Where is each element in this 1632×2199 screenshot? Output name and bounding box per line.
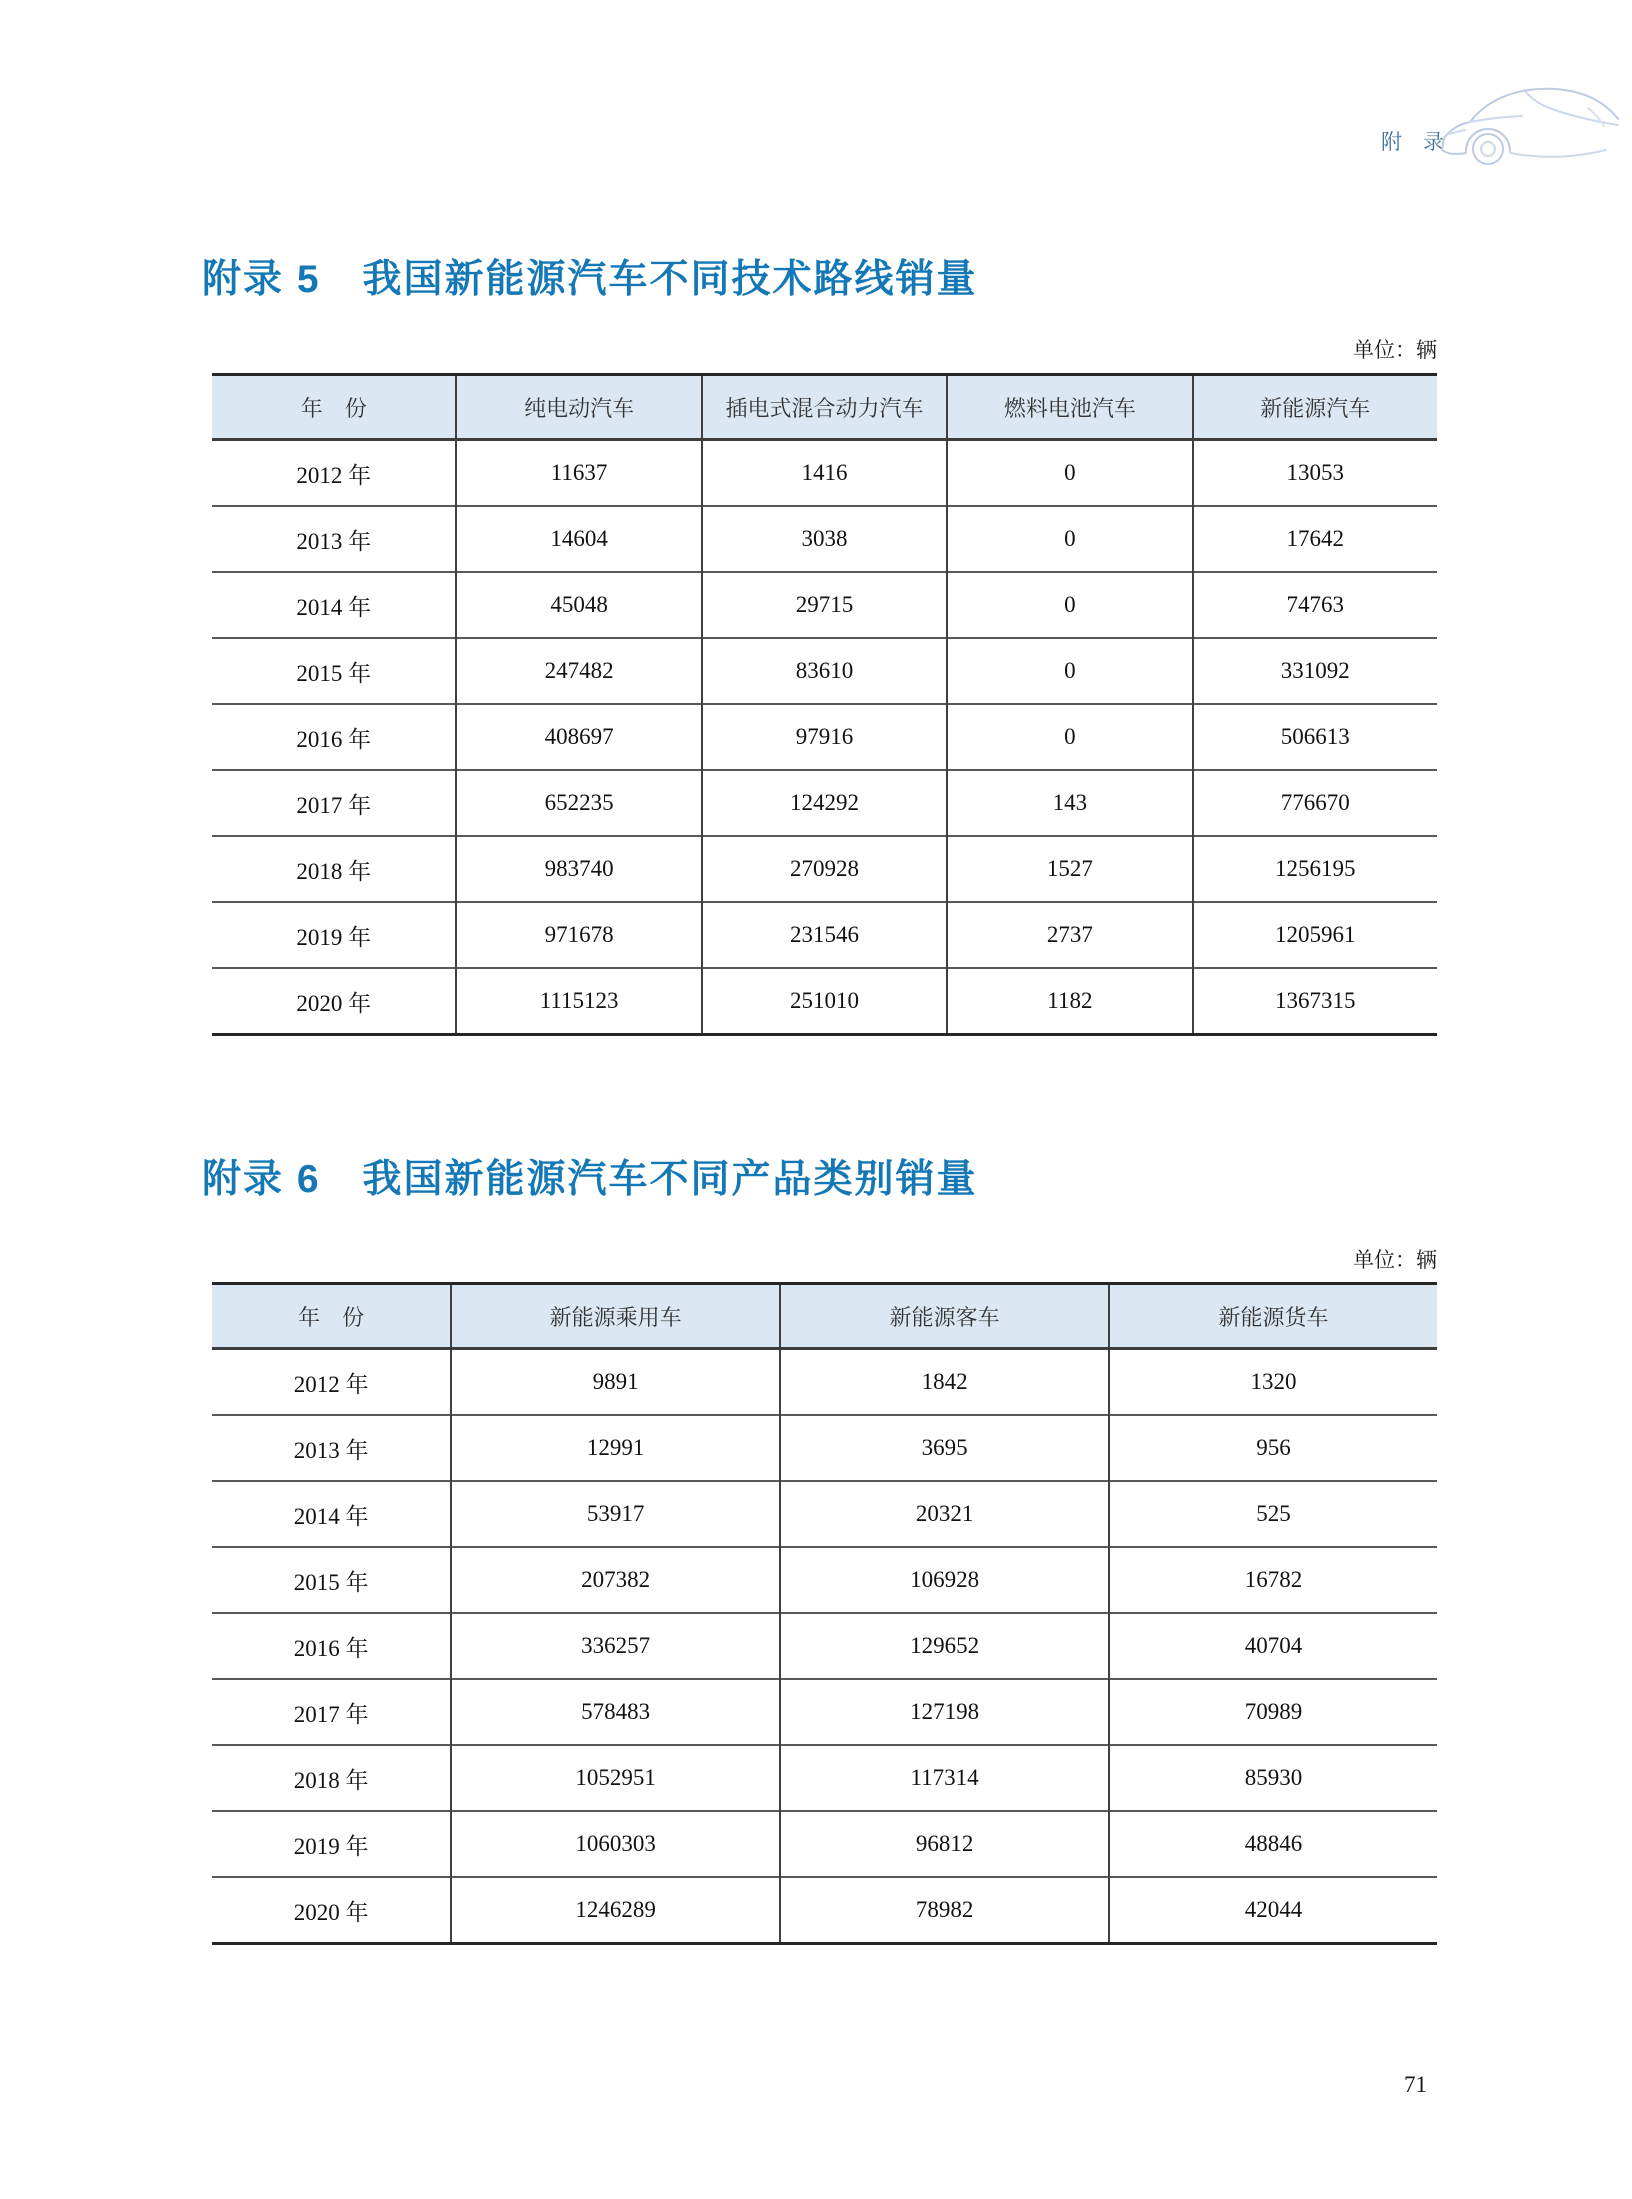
value-cell: 85930 — [1109, 1745, 1437, 1811]
year-cell: 2012 年 — [212, 440, 456, 507]
year-cell: 2019 年 — [212, 902, 456, 968]
appendix6-title-text: 我国新能源汽车不同产品类别销量 — [362, 1158, 978, 1201]
value-cell: 506613 — [1193, 704, 1437, 770]
year-cell: 2013 年 — [212, 506, 456, 572]
year-cell: 2016 年 — [212, 1613, 451, 1679]
table-row — [212, 968, 1437, 1035]
year-cell: 2019 年 — [212, 1811, 451, 1877]
value-cell: 983740 — [456, 836, 701, 902]
value-cell: 3038 — [702, 506, 947, 572]
value-cell: 14604 — [456, 506, 701, 572]
value-cell: 1842 — [780, 1349, 1109, 1416]
value-cell: 270928 — [702, 836, 947, 902]
value-cell: 1060303 — [451, 1811, 780, 1877]
column-header: 年 份 — [212, 1284, 451, 1349]
appendix5-title — [202, 248, 978, 304]
value-cell: 1320 — [1109, 1349, 1437, 1416]
value-cell: 1246289 — [451, 1877, 780, 1944]
value-cell: 956 — [1109, 1415, 1437, 1481]
column-header: 新能源货车 — [1109, 1284, 1437, 1349]
value-cell: 1052951 — [451, 1745, 780, 1811]
value-cell: 207382 — [451, 1547, 780, 1613]
header-row — [212, 1284, 1437, 1349]
year-cell: 2018 年 — [212, 1745, 451, 1811]
year-cell: 2014 年 — [212, 1481, 451, 1547]
column-header: 新能源乘用车 — [451, 1284, 780, 1349]
value-cell: 578483 — [451, 1679, 780, 1745]
table-row — [212, 1745, 1437, 1811]
year-cell: 2012 年 — [212, 1349, 451, 1416]
value-cell: 42044 — [1109, 1877, 1437, 1944]
table-row — [212, 638, 1437, 704]
table-row — [212, 1415, 1437, 1481]
value-cell: 525 — [1109, 1481, 1437, 1547]
value-cell: 74763 — [1193, 572, 1437, 638]
value-cell: 0 — [947, 572, 1192, 638]
value-cell: 0 — [947, 704, 1192, 770]
value-cell: 3695 — [780, 1415, 1109, 1481]
value-cell: 117314 — [780, 1745, 1109, 1811]
table-row — [212, 572, 1437, 638]
value-cell: 29715 — [702, 572, 947, 638]
year-cell: 2020 年 — [212, 968, 456, 1035]
table-row — [212, 1547, 1437, 1613]
value-cell: 1256195 — [1193, 836, 1437, 902]
value-cell: 1416 — [702, 440, 947, 507]
year-cell: 2013 年 — [212, 1415, 451, 1481]
value-cell: 1367315 — [1193, 968, 1437, 1035]
value-cell: 129652 — [780, 1613, 1109, 1679]
header-row — [212, 375, 1437, 440]
column-header: 纯电动汽车 — [456, 375, 701, 440]
value-cell: 143 — [947, 770, 1192, 836]
value-cell: 20321 — [780, 1481, 1109, 1547]
value-cell: 247482 — [456, 638, 701, 704]
value-cell: 17642 — [1193, 506, 1437, 572]
year-cell: 2016 年 — [212, 704, 456, 770]
year-cell: 2017 年 — [212, 1679, 451, 1745]
value-cell: 13053 — [1193, 440, 1437, 507]
appendix6-unit-label: 单位：辆 — [1353, 1248, 1437, 1272]
value-cell: 2737 — [947, 902, 1192, 968]
year-cell: 2018 年 — [212, 836, 456, 902]
value-cell: 12991 — [451, 1415, 780, 1481]
table-row — [212, 1679, 1437, 1745]
value-cell: 53917 — [451, 1481, 780, 1547]
table-row — [212, 704, 1437, 770]
value-cell: 106928 — [780, 1547, 1109, 1613]
column-header: 新能源汽车 — [1193, 375, 1437, 440]
value-cell: 0 — [947, 440, 1192, 507]
value-cell: 231546 — [702, 902, 947, 968]
running-header-label: 附 录 — [1381, 131, 1444, 154]
value-cell: 251010 — [702, 968, 947, 1035]
column-header: 新能源客车 — [780, 1284, 1109, 1349]
value-cell: 652235 — [456, 770, 701, 836]
value-cell: 9891 — [451, 1349, 780, 1416]
year-cell: 2017 年 — [212, 770, 456, 836]
table-row — [212, 1811, 1437, 1877]
value-cell: 408697 — [456, 704, 701, 770]
year-cell: 2015 年 — [212, 1547, 451, 1613]
table-row — [212, 902, 1437, 968]
appendix5-table — [212, 373, 1437, 1036]
appendix5-unit-label: 单位：辆 — [1353, 338, 1437, 362]
table-row — [212, 440, 1437, 507]
value-cell: 0 — [947, 638, 1192, 704]
column-header: 燃料电池汽车 — [947, 375, 1192, 440]
value-cell: 336257 — [451, 1613, 780, 1679]
value-cell: 40704 — [1109, 1613, 1437, 1679]
value-cell: 45048 — [456, 572, 701, 638]
table-row — [212, 506, 1437, 572]
value-cell: 1527 — [947, 836, 1192, 902]
value-cell: 70989 — [1109, 1679, 1437, 1745]
appendix6-table-body — [212, 1349, 1437, 1944]
value-cell: 96812 — [780, 1811, 1109, 1877]
table-row — [212, 1349, 1437, 1416]
year-cell: 2020 年 — [212, 1877, 451, 1944]
year-cell: 2015 年 — [212, 638, 456, 704]
table-row — [212, 770, 1437, 836]
value-cell: 0 — [947, 506, 1192, 572]
value-cell: 11637 — [456, 440, 701, 507]
value-cell: 776670 — [1193, 770, 1437, 836]
appendix5-table-head — [212, 375, 1437, 440]
appendix5-table-body — [212, 440, 1437, 1035]
value-cell: 97916 — [702, 704, 947, 770]
value-cell: 48846 — [1109, 1811, 1437, 1877]
value-cell: 1115123 — [456, 968, 701, 1035]
appendix5-title-text: 我国新能源汽车不同技术路线销量 — [362, 258, 978, 301]
value-cell: 1205961 — [1193, 902, 1437, 968]
value-cell: 124292 — [702, 770, 947, 836]
value-cell: 83610 — [702, 638, 947, 704]
car-sketch-icon — [1438, 72, 1623, 181]
appendix6-table — [212, 1282, 1437, 1945]
appendix5-label: 附录 5 — [202, 258, 321, 301]
value-cell: 331092 — [1193, 638, 1437, 704]
column-header: 插电式混合动力汽车 — [702, 375, 947, 440]
value-cell: 971678 — [456, 902, 701, 968]
appendix6-title — [202, 1148, 978, 1204]
year-cell: 2014 年 — [212, 572, 456, 638]
value-cell: 1182 — [947, 968, 1192, 1035]
appendix6-label: 附录 6 — [202, 1158, 321, 1201]
value-cell: 16782 — [1109, 1547, 1437, 1613]
column-header: 年 份 — [212, 375, 456, 440]
table-row — [212, 1613, 1437, 1679]
table-row — [212, 1481, 1437, 1547]
table-row — [212, 1877, 1437, 1944]
appendix6-table-head — [212, 1284, 1437, 1349]
value-cell: 127198 — [780, 1679, 1109, 1745]
page-number: 71 — [1404, 2072, 1427, 2097]
value-cell: 78982 — [780, 1877, 1109, 1944]
table-row — [212, 836, 1437, 902]
